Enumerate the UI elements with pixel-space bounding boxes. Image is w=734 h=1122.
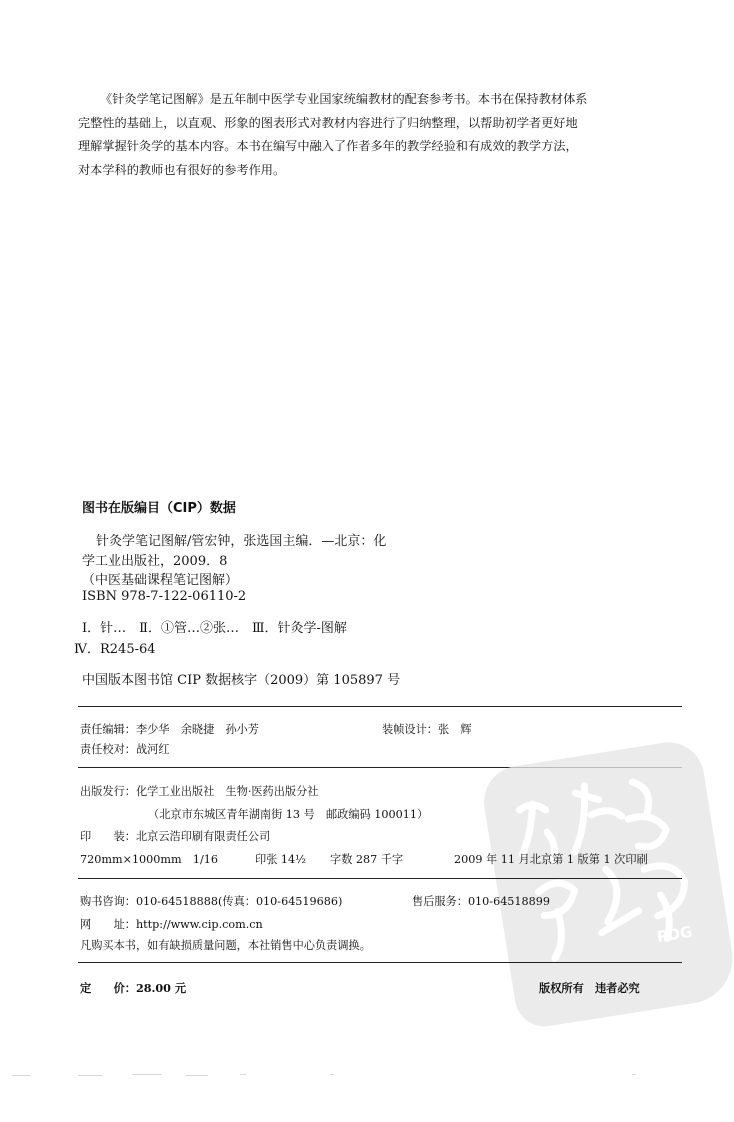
- watermark-text: PDG: [655, 922, 694, 947]
- cip-classification-code: Ⅳ．R245-64: [74, 642, 156, 657]
- format-size: 720mm×1000mm 1/16: [80, 853, 218, 866]
- word-count: 字数 287 千字: [330, 853, 404, 866]
- description-line: 理解掌握针灸学的基本内容。本书在编写中融入了作者多年的教学经验和有成效的教学方法，: [78, 139, 578, 153]
- edition-info: 2009 年 11 月北京第 1 版第 1 次印刷: [454, 853, 648, 866]
- description-line: 对本学科的教师也有很好的参考作用。: [78, 162, 286, 177]
- cip-classification: Ⅰ．针… Ⅱ．①管…②张… Ⅲ．针灸学-图解: [82, 621, 347, 636]
- cip-record-number: 中国版本图书馆 CIP 数据核字（2009）第 105897 号: [82, 673, 401, 688]
- cip-series-line: （中医基础课程笔记图解）: [82, 573, 239, 588]
- cip-publisher-line: 学工业出版社，2009．8: [82, 554, 228, 569]
- printed-sheets: 印张 14½: [255, 853, 307, 866]
- cover-designer: 装帧设计：张 辉: [382, 723, 472, 736]
- proofreader: 责任校对：战河红: [80, 743, 170, 756]
- cip-isbn: ISBN 978-7-122-06110-2: [82, 589, 247, 604]
- publisher-address: （北京市东城区青年湖南街 13 号 邮政编码 100011）: [148, 808, 429, 821]
- description-line: 《针灸学笔记图解》是五年制中医学专业国家统编教材的配套参考书。本书在保持教材体系: [100, 92, 588, 106]
- cip-heading: 图书在版编目（CIP）数据: [82, 501, 236, 516]
- after-sales-service: 售后服务：010-64518899: [412, 895, 551, 908]
- cip-title-line: 针灸学笔记图解/管宏钟，张选国主编．—北京：化: [96, 534, 387, 549]
- printer-info: 印 装：北京云浩印刷有限责任公司: [80, 830, 271, 843]
- description-line: 完整性的基础上，以直观、形象的图表形式对教材内容进行了归纳整理，以帮助初学者更好地: [78, 115, 578, 130]
- divider: [78, 878, 682, 879]
- copyright-notice: 版权所有 违者必究: [539, 981, 640, 995]
- responsible-editors: 责任编辑：李少华 余晓捷 孙小芳: [80, 723, 260, 736]
- publisher-info: 出版发行：化学工业出版社 生物·医药出版分社: [80, 785, 319, 798]
- purchase-phone: 购书咨询：010-64518888(传真：010-64519686): [80, 895, 343, 908]
- website: 网 址：http://www.cip.com.cn: [80, 918, 263, 931]
- price: 定 价：28.00 元: [80, 981, 187, 995]
- divider: [78, 706, 682, 707]
- scan-noise: [0, 1066, 734, 1086]
- return-notice: 凡购买本书，如有缺损质量问题，本社销售中心负责调换。: [80, 939, 371, 952]
- book-description: [78, 88, 684, 182]
- divider: [78, 962, 682, 963]
